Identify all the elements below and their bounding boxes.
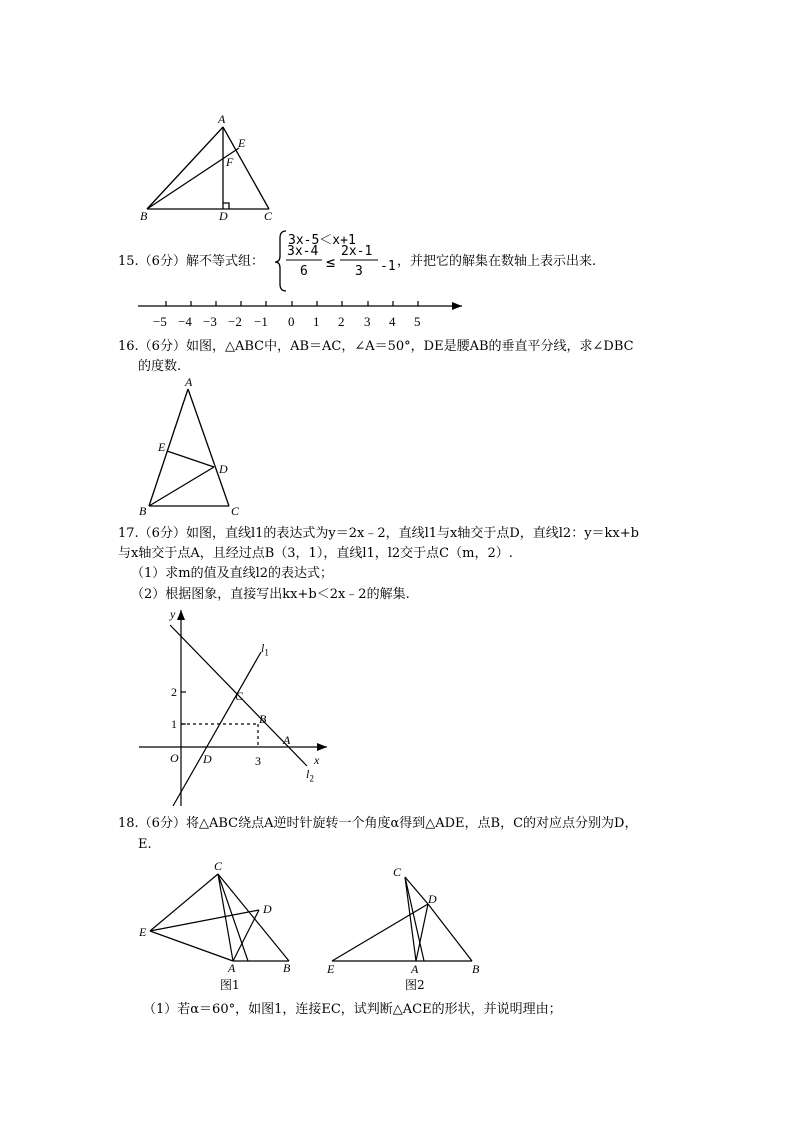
tick-label: 5 <box>414 314 421 329</box>
label-E: E <box>238 136 246 150</box>
label-D: D <box>263 902 272 916</box>
ineq2-num2: 2x-1 <box>341 244 373 259</box>
ineq2-den1: 6 <box>300 264 308 279</box>
label-C: C <box>214 859 223 873</box>
label-B: B <box>472 962 480 976</box>
label-D: D <box>428 892 437 906</box>
figure-caption: 图2 <box>405 978 425 992</box>
q17-line1: 17.（6分）如图，直线l1的表达式为y＝2x﹣2，直线l1与x轴交于点D，直线l2：y＝kx+b <box>118 526 639 541</box>
axis-x-label: x <box>314 753 320 767</box>
q18-sub1: （1）若α＝60°，如图1，连接EC，试判断△ACE的形状，并说明理由； <box>143 1002 562 1017</box>
label-E: E <box>327 962 335 976</box>
line-l1-label: $l_1$ <box>261 641 269 658</box>
tick-label: 4 <box>389 314 396 329</box>
label-A: A <box>218 112 226 126</box>
label-B: B <box>259 712 267 726</box>
ineq2-rel: ≤ <box>326 253 336 271</box>
q15-prefix: 15.（6分）解不等式组： <box>118 254 264 269</box>
label-C: C <box>235 689 244 703</box>
label-D: D <box>219 462 228 476</box>
label-A: A <box>283 733 291 747</box>
label-C: C <box>264 209 273 223</box>
q18-line1: 18.（6分）将△ABC绕点A逆时针旋转一个角度α得到△ADE，点B，C的对应点分别为D， <box>118 816 638 831</box>
q16-line1: 16.（6分）如图，△ABC中，AB＝AC，∠A＝50°，DE是腰AB的垂直平分线，求∠DBC <box>118 339 634 354</box>
tick-1: 1 <box>171 717 177 731</box>
label-B: B <box>283 961 291 975</box>
tick-3: 3 <box>255 754 261 768</box>
tick-label: −5 <box>153 314 167 329</box>
label-C: C <box>393 865 402 879</box>
label-E: E <box>139 925 147 939</box>
tick-label: −2 <box>228 314 242 329</box>
ineq2-tail: -1 <box>380 259 396 274</box>
label-E: E <box>158 440 166 454</box>
tick-label: −1 <box>254 314 268 329</box>
tick-label: 1 <box>313 314 320 329</box>
tick-label: 2 <box>338 314 345 329</box>
label-F: F <box>226 155 234 169</box>
tick-label: −3 <box>203 314 217 329</box>
q17-sub2: （2）根据图象，直接写出kx+b＜2x﹣2的解集. <box>131 587 410 602</box>
label-A: A <box>185 375 193 389</box>
tick-label: 3 <box>364 314 371 329</box>
q15-suffix: ，并把它的解集在数轴上表示出来. <box>397 254 597 269</box>
q17-line2: 与x轴交于点A，且经过点B（3，1），直线l1，l2交于点C（m，2）. <box>118 546 513 561</box>
q18-line2: E. <box>138 837 152 852</box>
axis-y-label: y <box>170 607 176 621</box>
label-D: D <box>203 752 212 766</box>
q16-line2: 的度数. <box>138 359 182 374</box>
label-D: D <box>219 209 228 223</box>
tick-2: 2 <box>171 685 177 699</box>
label-B: B <box>140 209 148 223</box>
figure-caption: 图1 <box>220 978 240 992</box>
q17-sub1: （1）求m的值及直线l2的表达式； <box>131 566 334 581</box>
label-C: C <box>231 504 240 518</box>
ineq2-den2: 3 <box>355 264 363 279</box>
origin-label: O <box>170 751 179 765</box>
label-A: A <box>411 962 419 976</box>
label-B: B <box>139 504 147 518</box>
ineq2-num1: 3x-4 <box>287 244 319 259</box>
line-l2-label: $l_2$ <box>306 767 314 784</box>
tick-label: −4 <box>178 314 192 329</box>
label-A: A <box>228 961 236 975</box>
tick-label: 0 <box>288 314 295 329</box>
ineq1: 3x-5＜x+1 <box>288 233 356 248</box>
